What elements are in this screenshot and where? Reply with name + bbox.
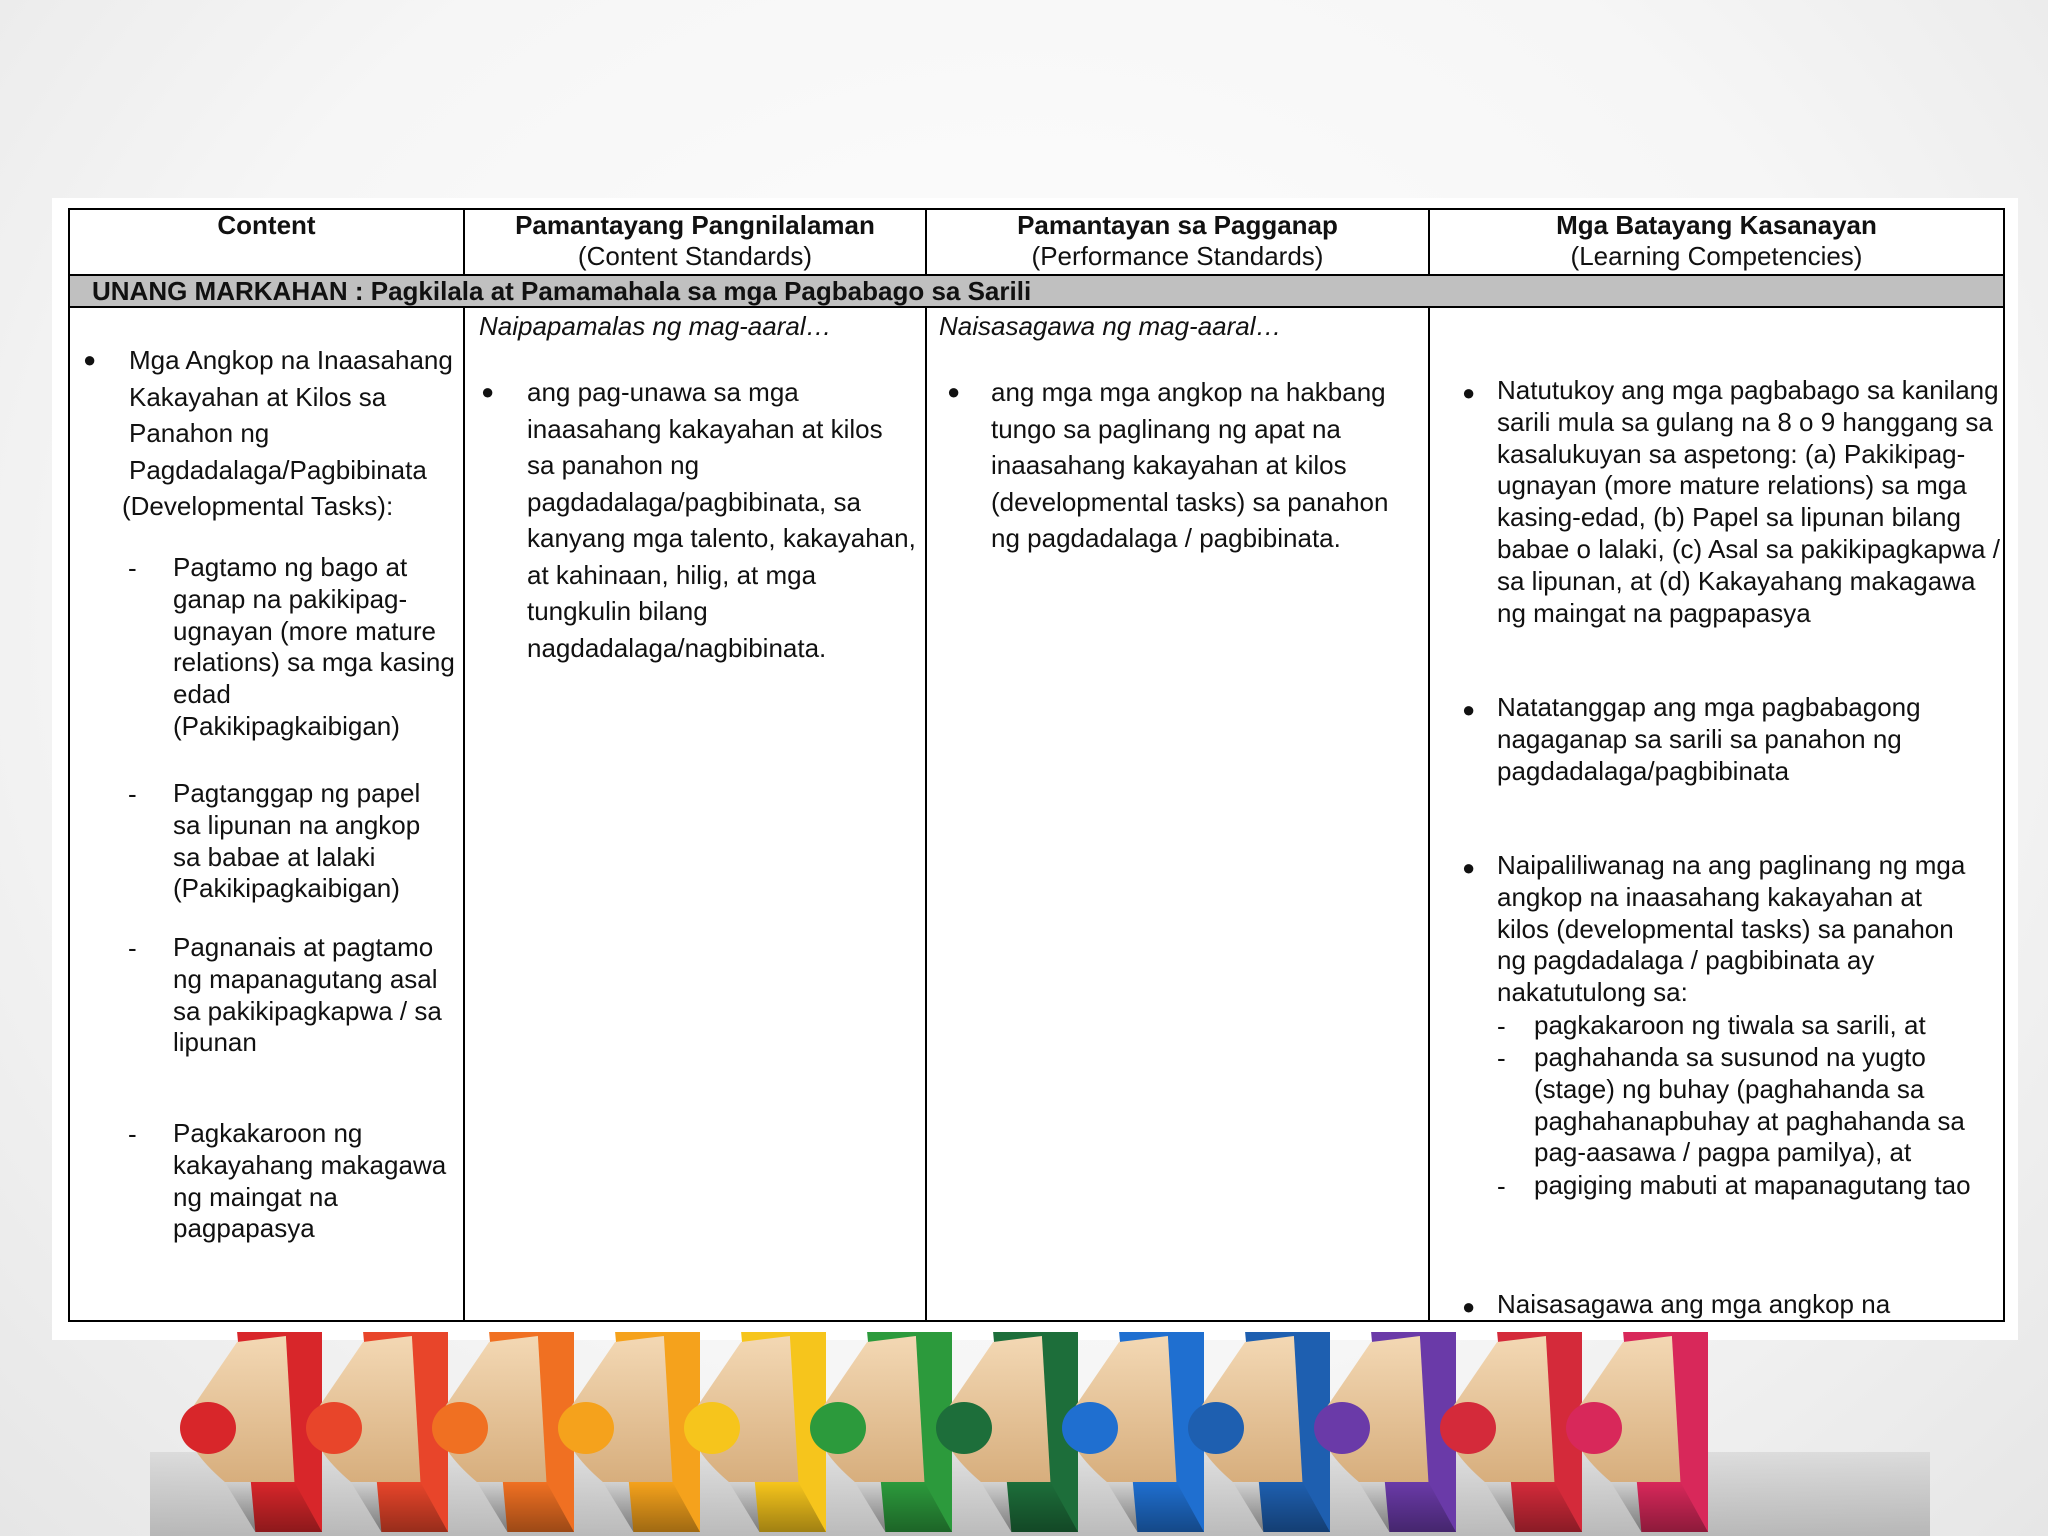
bullet-icon: ● xyxy=(1462,855,1476,880)
competency-subitem: paghahanda sa susunod na yugto (stage) ng buhay (paghahanda sa paghahanapbuhay at paghahanda sa pag-aasawa / pagpa pamilya), at xyxy=(1534,1042,1965,1168)
competency-subitem: pagkakaroon ng tiwala sa sarili, at xyxy=(1534,1010,1926,1040)
dash-icon: - xyxy=(128,779,137,809)
content-main-sub: (Developmental Tasks): xyxy=(122,491,394,521)
colored-pencils-image xyxy=(150,1332,1930,1536)
content-subitem: Pagtamo ng bago at ganap na pakikipag-ugnayan (more mature relations) sa mga kasing edad (Pakikipagkaibigan) xyxy=(173,552,455,741)
header-subtitle: (Performance Standards) xyxy=(1031,241,1324,271)
bullet-icon: ● xyxy=(83,347,97,372)
header-subtitle: (Content Standards) xyxy=(577,241,813,271)
header-content-title: Content xyxy=(217,210,316,240)
header-title: Pamantayang Pangnilalaman xyxy=(515,210,875,240)
header-performance-standards xyxy=(926,209,1429,275)
dash-icon: - xyxy=(1497,1043,1506,1073)
dash-icon: - xyxy=(1497,1011,1506,1041)
content-main: Mga Angkop na Inaasahang Kakayahan at Kilos sa Panahon ng Pagdadalaga/Pagbibinata xyxy=(129,345,453,485)
competency-item: Naisasagawa ang mga angkop na xyxy=(1497,1289,1891,1319)
header-title: Pamantayan sa Pagganap xyxy=(1017,210,1338,240)
content-subitem: Pagnanais at pagtamo ng mapanagutang asal sa pakikipagkapwa / sa lipunan xyxy=(173,932,442,1058)
bullet-icon: ● xyxy=(947,379,961,404)
body-row xyxy=(69,307,2004,1321)
competencies-cell xyxy=(1429,307,2004,1321)
dash-icon: - xyxy=(128,933,137,963)
header-subtitle: (Learning Competencies) xyxy=(1570,241,1863,271)
header-title: Mga Batayang Kasanayan xyxy=(1556,210,1877,240)
content-standards-item: ang pag-unawa sa mga inaasahang kakayahan at kilos sa panahon ng pagdadalaga/pagbibinata, sa kanyang mga talento, kakayahan, at kahinaan, hilig, at mga tungkulin bilang nagdadalaga/nagbibinata. xyxy=(527,377,916,663)
content-subitem: Pagkakaroon ng kakayahang makagawa ng maingat na pagpapasya xyxy=(173,1118,447,1244)
header-content-standards xyxy=(464,209,926,275)
dash-icon: - xyxy=(128,1119,137,1149)
dash-icon: - xyxy=(128,553,137,583)
performance-standards-item: ang mga mga angkop na hakbang tungo sa paglinang ng apat na inaasahang kakayahan at kilos (developmental tasks) sa panahon ng pagdadalaga / pagbibinata. xyxy=(991,377,1389,553)
dash-icon: - xyxy=(1497,1171,1506,1201)
competency-item: Natatanggap ang mga pagbabagong nagaganap sa sarili sa panahon ng pagdadalaga/pagbibinata xyxy=(1497,692,1921,786)
bullet-icon: ● xyxy=(481,379,495,404)
content-standards-intro: Naipapamalas ng mag-aaral… xyxy=(479,311,832,341)
content-subitem: Pagtanggap ng papel sa lipunan na angkop sa babae at lalaki (Pakikipagkaibigan) xyxy=(173,778,421,904)
header-learning-competencies xyxy=(1429,209,2004,275)
quarter-title: UNANG MARKAHAN : Pagkilala at Pamamahala sa mga Pagbabago sa Sarili xyxy=(69,275,2004,307)
performance-standards-intro: Naisasagawa ng mag-aaral… xyxy=(939,311,1282,341)
bullet-icon: ● xyxy=(1462,697,1476,722)
bullet-icon: ● xyxy=(1462,380,1476,405)
content-cell xyxy=(69,307,464,1321)
content-standards-cell xyxy=(464,307,926,1321)
competency-subitem: pagiging mabuti at mapanagutang tao xyxy=(1534,1170,1971,1200)
header-content xyxy=(69,209,464,275)
competency-item: Naipaliliwanag na ang paglinang ng mga angkop na inaasahang kakayahan at kilos (developmental tasks) sa panahon ng pagdadalaga / pagbibinata ay nakatutulong sa: xyxy=(1497,850,1966,1008)
quarter-row xyxy=(69,275,2004,307)
performance-standards-cell xyxy=(926,307,1429,1321)
bullet-icon: ● xyxy=(1462,1294,1476,1319)
curriculum-table xyxy=(68,208,2005,1322)
competency-item: Natutukoy ang mga pagbabago sa kanilang sarili mula sa gulang na 8 o 9 hanggang sa kasalukuyan sa aspetong: (a) Pakikipag-ugnayan (more mature relations) sa mga kasing-edad, (b) Papel sa lipunan bilang babae o lalaki, (c) Asal sa pakikipagkapwa / sa lipunan, at (d) Kakayahang makagawa ng maingat na pagpapasya xyxy=(1497,375,2000,628)
header-row xyxy=(69,209,2004,275)
